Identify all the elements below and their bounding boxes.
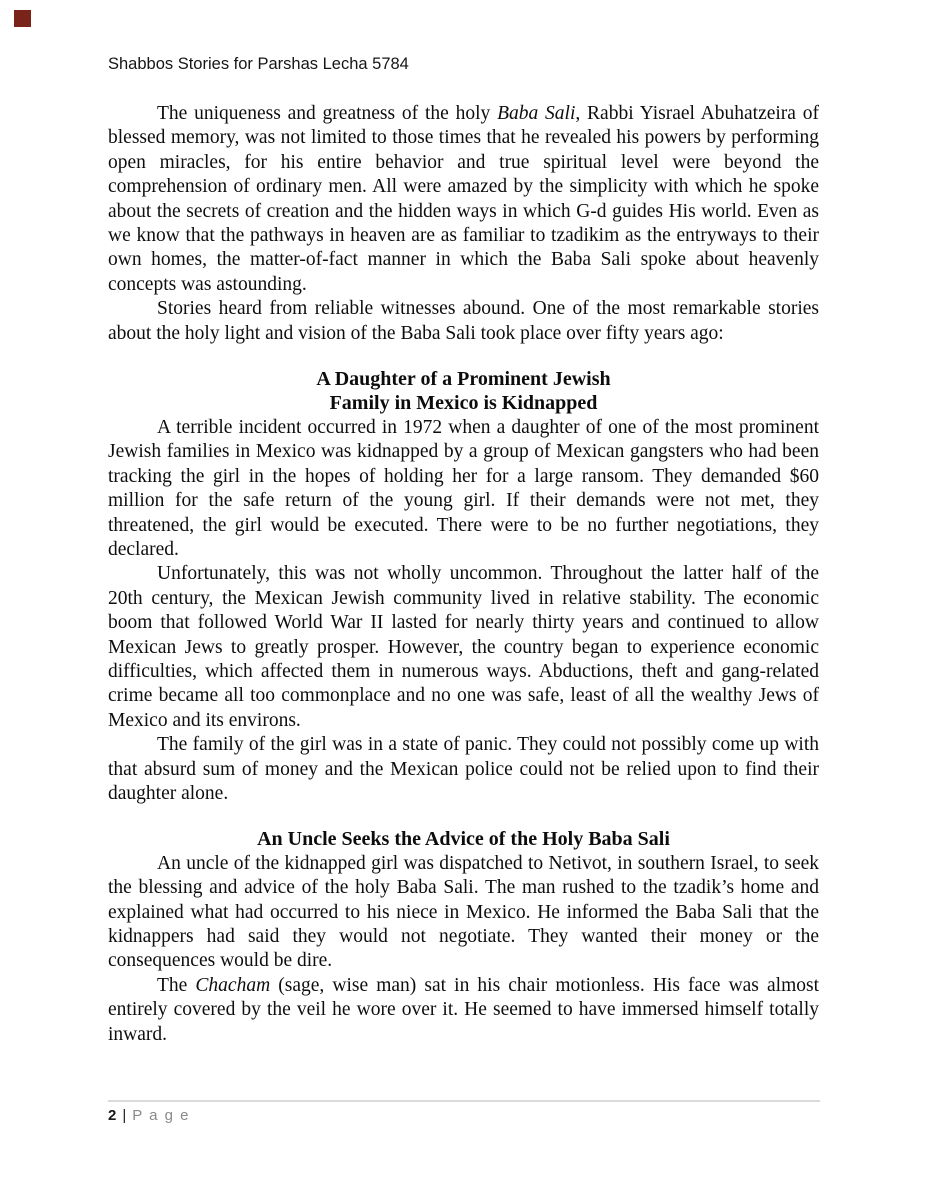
document-body [108, 102, 819, 1047]
body-paragraph [108, 102, 819, 297]
page-footer [108, 1100, 820, 1124]
text-run: The family of the girl was in a state of panic. They could not possibly come up with that absurd sum of money and the Mexican police could not be relied upon to find their daughter alone. [108, 734, 819, 804]
heading-line: A Daughter of a Prominent Jewish [316, 368, 611, 391]
text-run: The uniqueness and greatness of the holy [157, 103, 498, 124]
corner-red-square [14, 10, 31, 27]
italic-text-run: Baba Sali [497, 103, 576, 124]
body-paragraph [108, 562, 819, 733]
footer-page-label: P a g e [132, 1107, 191, 1124]
body-paragraph [108, 974, 819, 1047]
page-header [108, 55, 819, 74]
text-run: Stories heard from reliable witnesses abound. One of the most remarkable stories about the holy light and vision of the Baba Sali took place over fifty years ago: [108, 298, 819, 344]
heading-line: An Uncle Seeks the Advice of the Holy Baba Sali [257, 828, 670, 851]
body-paragraph [108, 852, 819, 974]
section-heading [108, 827, 819, 851]
text-run: Unfortunately, this was not wholly uncommon. Throughout the latter half of the 20th century, the Mexican Jewish community lived in relative stability. The economic boom that followed World War II lasted for nearly thirty years and continued to allow Mexican Jews to greatly prosper. However, the country began to experience economic difficulties, which affected them in numerous ways. Abductions, theft and gang-related crime became all too commonplace and no one was safe, least of all the wealthy Jews of Mexico and its environs. [108, 563, 819, 731]
heading-line: Family in Mexico is Kidnapped [329, 392, 598, 415]
body-paragraph [108, 297, 819, 346]
text-run: A terrible incident occurred in 1972 when a daughter of one of the most prominent Jewish families in Mexico was kidnapped by a group of Mexican gangsters who had been tracking the girl in the hopes of holding her for a large ransom. They demanded $60 million for the safe return of the young girl. If their demands were not met, they threatened, the girl would be executed. There were to be no further negotiations, they declared. [108, 416, 819, 560]
body-paragraph [108, 416, 819, 562]
text-run: The [157, 974, 196, 996]
text-run: , Rabbi Yisrael Abuhatzeira of blessed memory, was not limited to those times that he revealed his powers by performing open miracles, for his entire behavior and true spiritual level were beyond the comprehension of ordinary men. All were amazed by the simplicity with which he spoke about the secrets of creation and the hidden ways in which G-d guides His world. Even as we know that the pathways in heaven are as familiar to tzadikim as the entryways to their own homes, the matter-of-fact manner in which the Baba Sali spoke about heavenly concepts was astounding. [108, 103, 820, 295]
page-number: 2 [108, 1107, 117, 1124]
footer-separator: | [122, 1107, 127, 1124]
section-heading [108, 367, 819, 416]
header-title: Shabbos Stories for Parshas Lecha 5784 [108, 55, 409, 73]
text-run: (sage, wise man) sat in his chair motionless. His face was almost entirely covered by the veil he wore over it. He seemed to have immersed himself totally inward. [108, 974, 819, 1045]
body-paragraph [108, 733, 819, 806]
italic-text-run: Chacham [195, 974, 271, 996]
text-run: An uncle of the kidnapped girl was dispatched to Netivot, in southern Israel, to seek the blessing and advice of the holy Baba Sali. The man rushed to the tzadik’s home and explained what had occurred to his niece in Mexico. He informed the Baba Sali that the kidnappers had said they would not negotiate. They wanted their money or the consequences would be dire. [108, 852, 819, 972]
